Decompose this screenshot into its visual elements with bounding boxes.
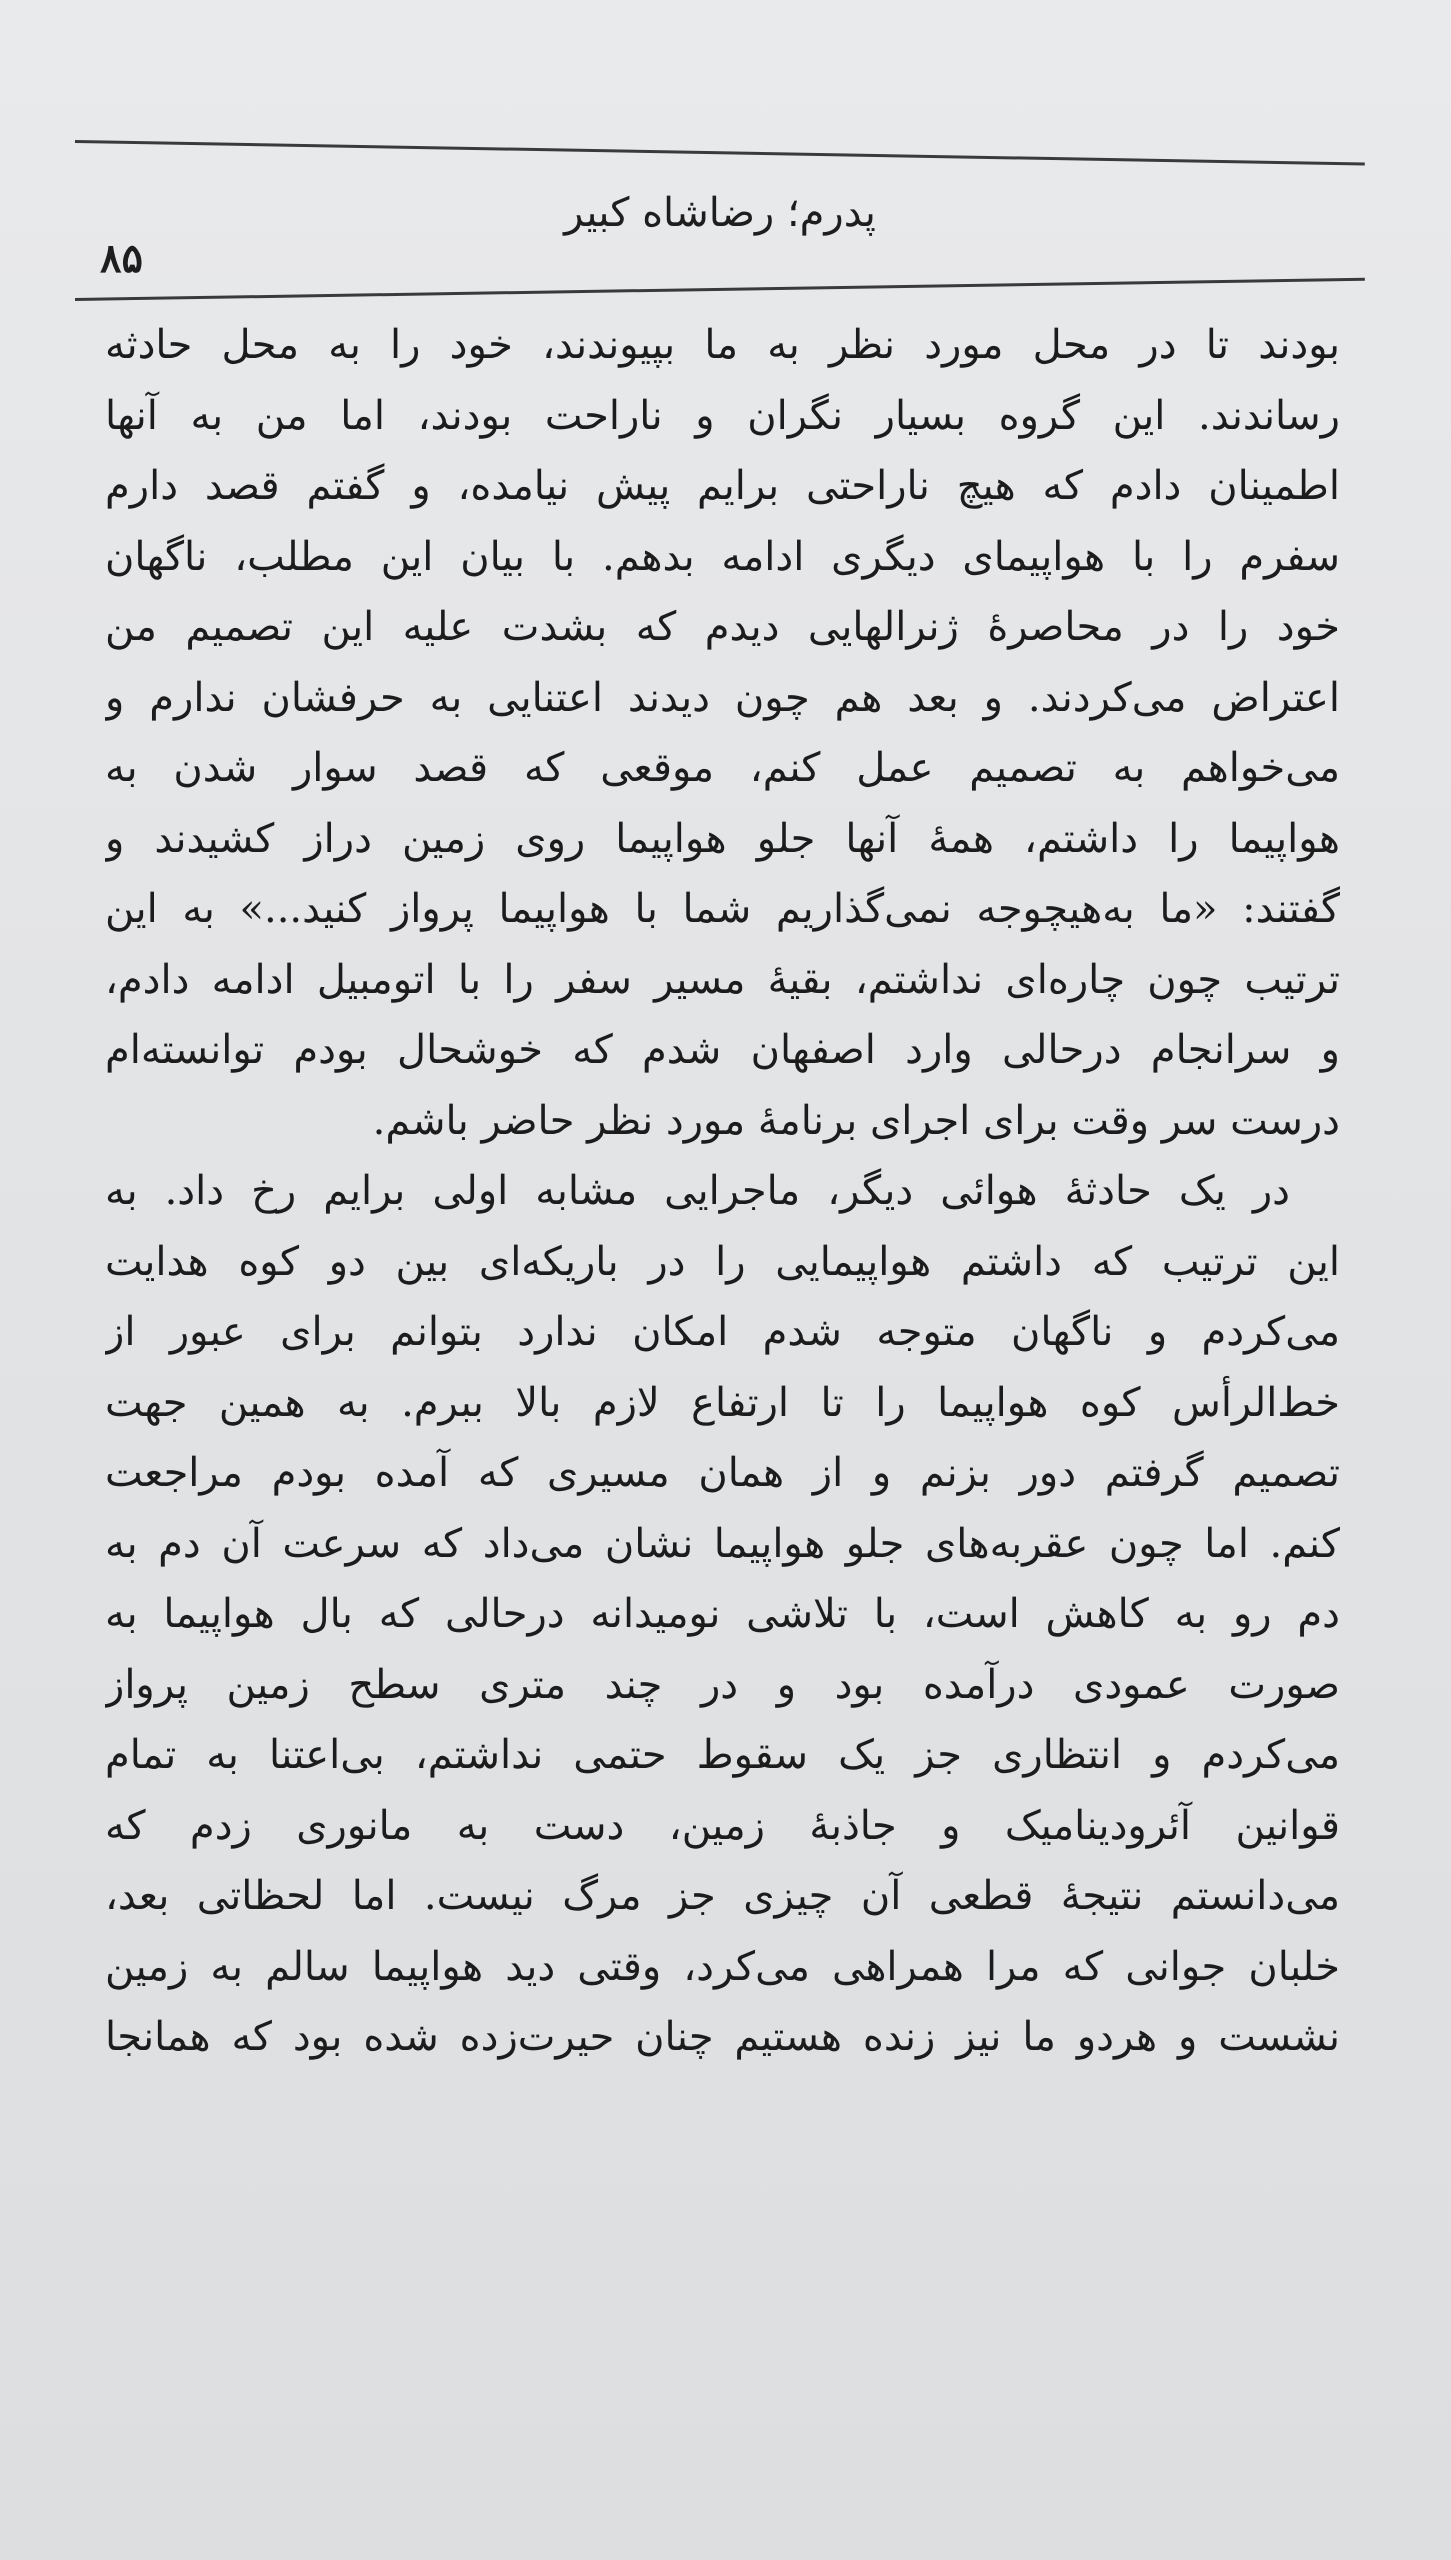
- text-line: ترتیب چون چاره‌ای نداشتم، بقیهٔ مسیر سفر را با اتومبیل ادامه دادم،: [105, 956, 1340, 1003]
- text-line: و سرانجام درحالی وارد اصفهان شدم که خوشحال بودم توانسته‌ام: [105, 1027, 1340, 1073]
- header-rule-top: [75, 140, 1365, 166]
- text-line: دم رو به کاهش است، با تلاشی نومیدانه درحالی که بال هواپیما به: [105, 1591, 1340, 1637]
- text-line: قوانین آئرودینامیک و جاذبهٔ زمین، دست به مانوری زدم که: [105, 1802, 1340, 1849]
- page-number: ۸۵: [100, 235, 143, 282]
- text-line: می‌کردم و انتظاری جز یک سقوط حتمی نداشتم، بی‌اعتنا به تمام: [105, 1732, 1340, 1778]
- text-line: خود را در محاصرهٔ ژنرالهایی دیدم که بشدت علیه این تصمیم من: [105, 604, 1340, 650]
- text-line: می‌کردم و ناگهان متوجه شدم امکان ندارد بتوانم برای عبور از: [105, 1309, 1340, 1355]
- text-line: اعتراض می‌کردند. و بعد هم چون دیدند اعتنایی به حرفشان ندارم و: [105, 674, 1340, 721]
- text-line: رساندند. این گروه بسیار نگران و ناراحت بودند، اما من به آنها: [105, 392, 1340, 439]
- text-line: اطمینان دادم که هیچ ناراحتی برایم پیش نیامده، و گفتم قصد دارم: [105, 463, 1340, 509]
- text-line: کنم. اما چون عقربه‌های جلو هواپیما نشان می‌داد که سرعت آن دم به: [105, 1520, 1340, 1567]
- text-line: می‌خواهم به تصمیم عمل کنم، موقعی که قصد سوار شدن به: [105, 745, 1340, 791]
- text-line: این ترتیب که داشتم هواپیمایی را در باریکه‌ای بین دو کوه هدایت: [105, 1238, 1340, 1285]
- text-line: بودند تا در محل مورد نظر به ما بپیوندند، خود را به محل حادثه: [105, 322, 1340, 368]
- text-line: گفتند: «ما به‌هیچوجه نمی‌گذاریم شما با هواپیما پرواز کنید...» به این: [105, 886, 1340, 932]
- text-line: در یک حادثهٔ هوائی دیگر، ماجرایی مشابه اولی برایم رخ داد. به: [105, 1168, 1290, 1214]
- text-line: می‌دانستم نتیجهٔ قطعی آن چیزی جز مرگ نیست. اما لحظاتی بعد،: [105, 1873, 1340, 1919]
- running-title: پدرم؛ رضاشاه کبیر: [564, 190, 876, 236]
- text-line: هواپیما را داشتم، همهٔ آنها جلو هواپیما روی زمین دراز کشیدند و: [105, 815, 1340, 862]
- body-text: [105, 310, 1340, 2073]
- text-line: خط‌الرأس کوه هواپیما را تا ارتفاع لازم بالا ببرم. به همین جهت: [105, 1379, 1340, 1426]
- text-line: تصمیم گرفتم دور بزنم و از همان مسیری که آمده بودم مراجعت: [105, 1450, 1340, 1496]
- text-line: سفرم را با هواپیمای دیگری ادامه بدهم. با بیان این مطلب، ناگهان: [105, 533, 1340, 580]
- text-line: نشست و هردو ما نیز زنده هستیم چنان حیرت‌زده شده بود که همانجا: [105, 2014, 1340, 2060]
- header-rule-bottom: [75, 278, 1365, 301]
- text-line: خلبان جوانی که مرا همراهی می‌کرد، وقتی دید هواپیما سالم به زمین: [105, 1943, 1340, 1990]
- text-line: صورت عمودی درآمده بود و در چند متری سطح زمین پرواز: [105, 1661, 1340, 1708]
- text-line: درست سر وقت برای اجرای برنامهٔ مورد نظر حاضر باشم.: [372, 1097, 1340, 1144]
